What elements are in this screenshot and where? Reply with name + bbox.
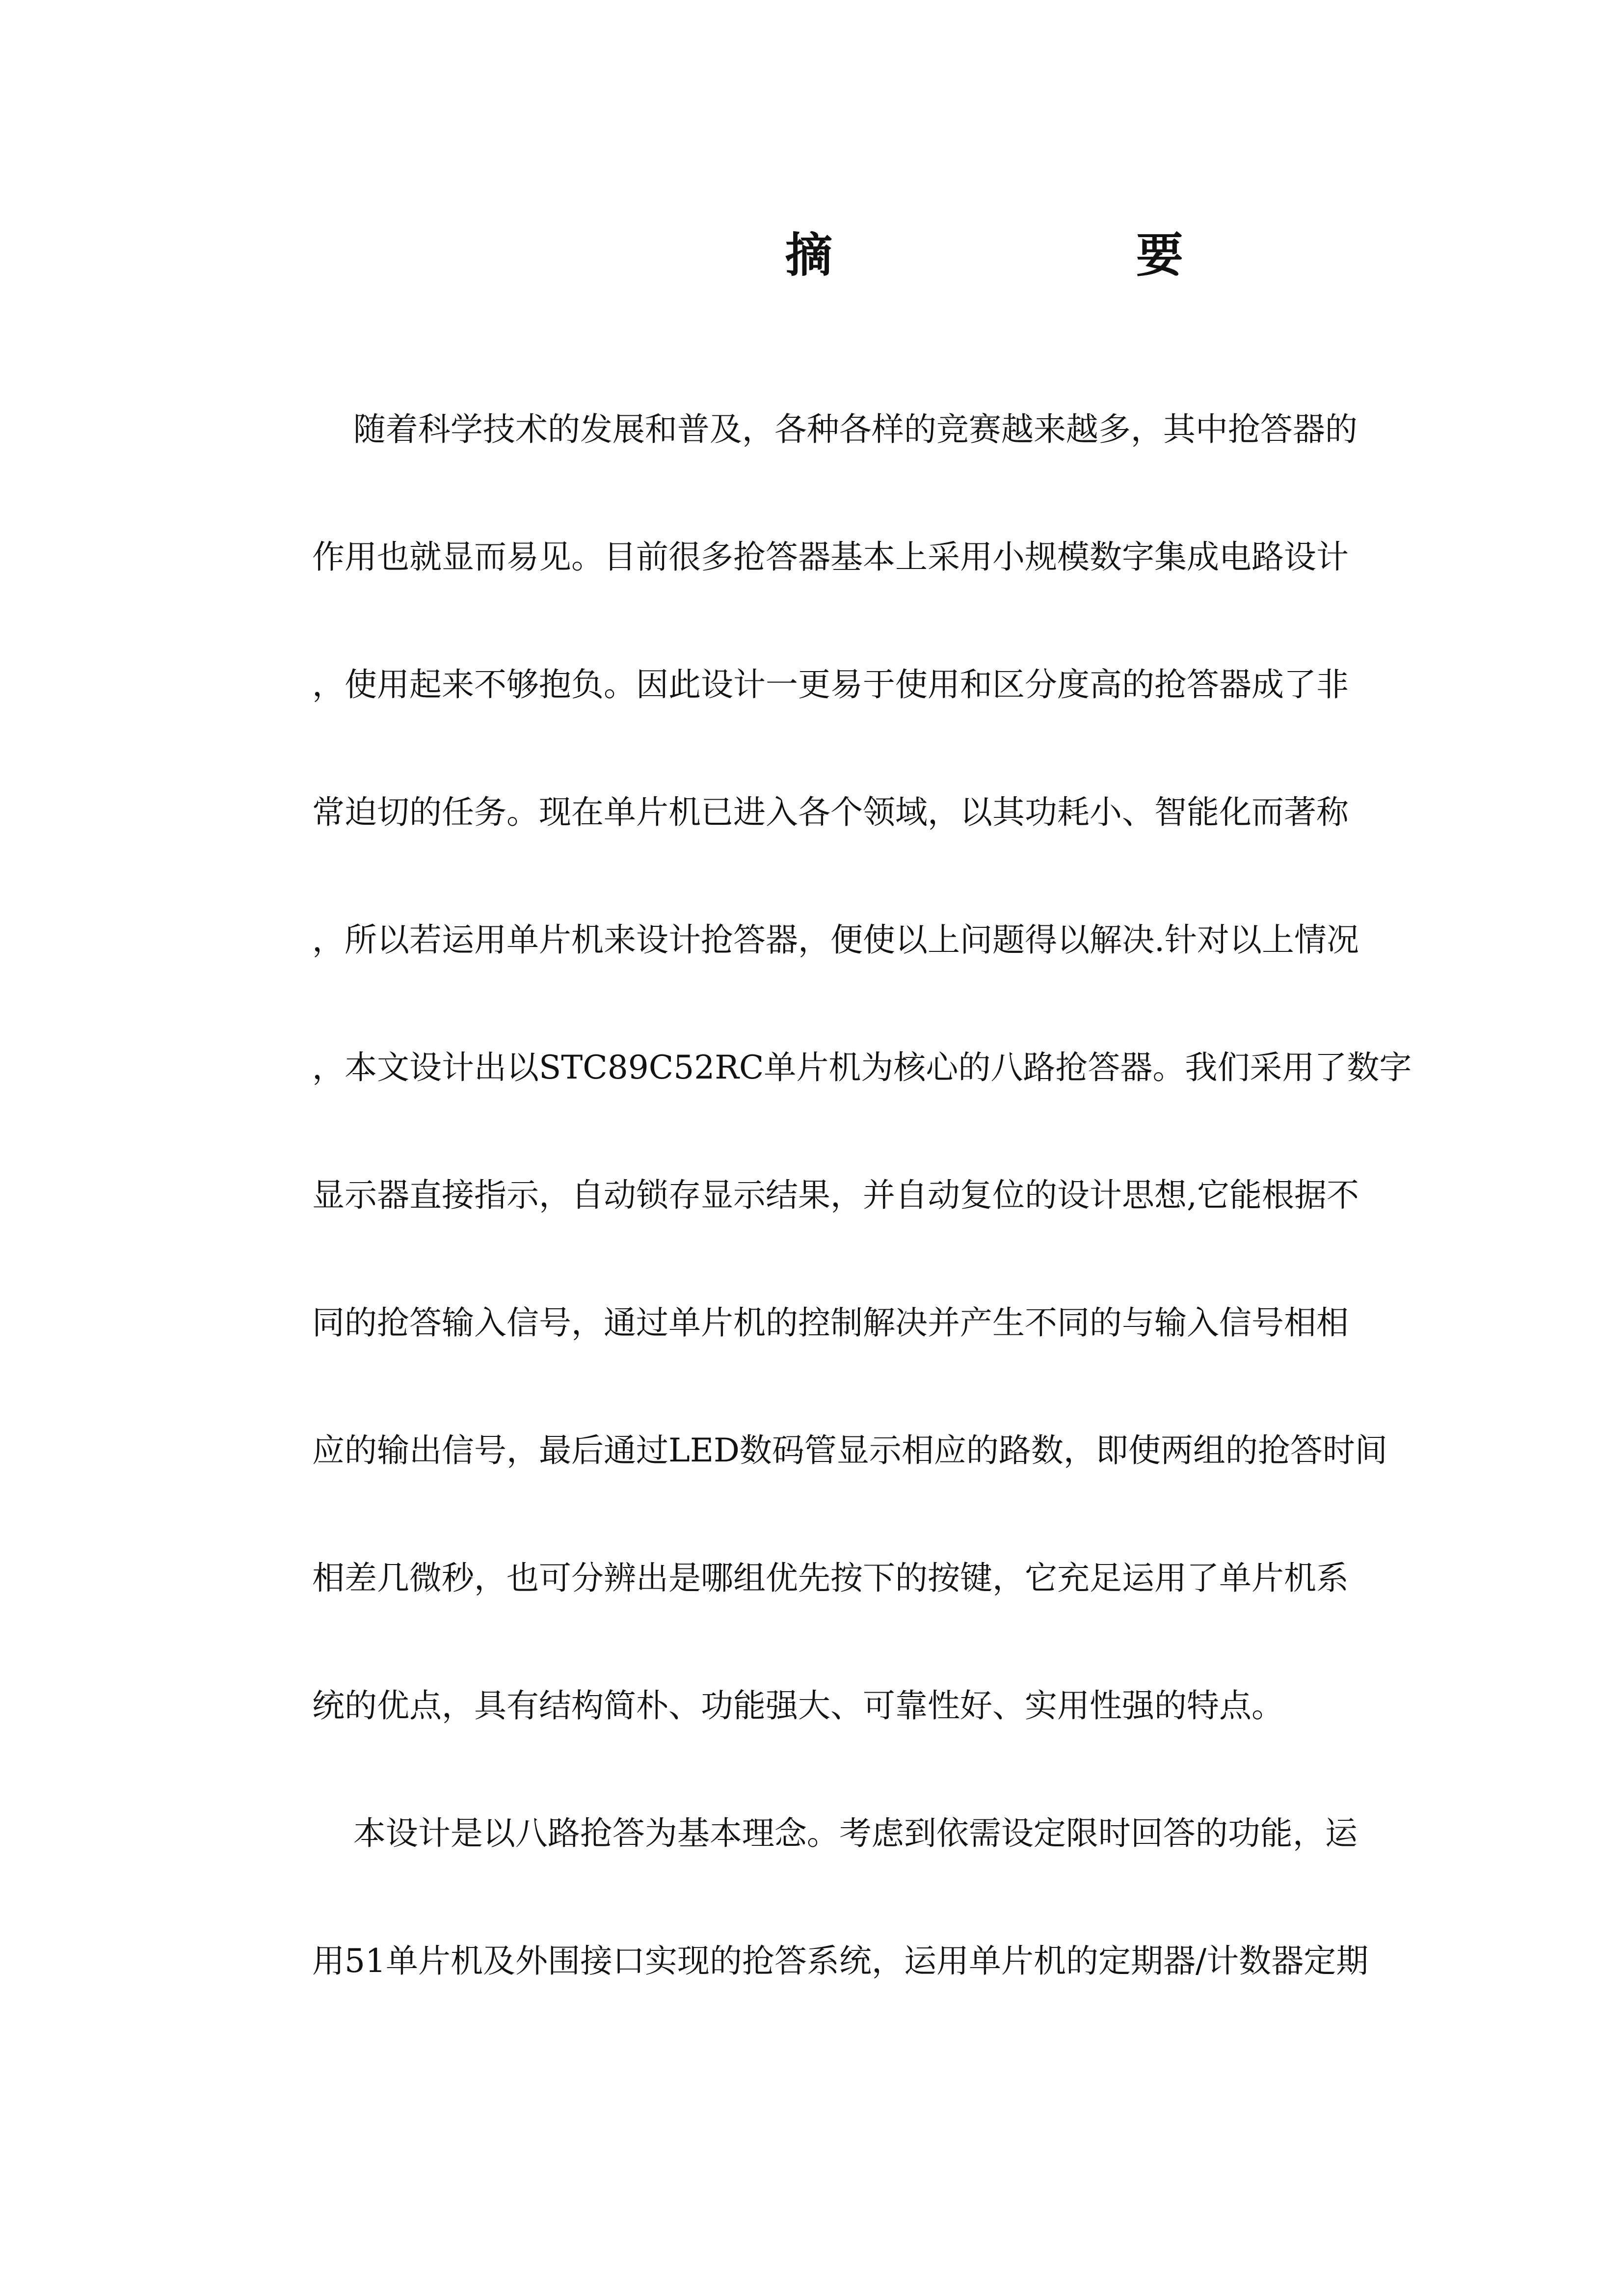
page-title: 摘 要	[785, 228, 1274, 283]
body-line-1: 随着科学技术的发展和普及，各种各样的竞赛越来越多，其中抢答器的	[312, 410, 1358, 448]
body-line-8: 同的抢答输入信号，通过单片机的控制解决并产生不同的与输入信号相相	[312, 1304, 1349, 1342]
body-line-6: ，本文设计出以STC89C52RC单片机为核心的八路抢答器。我们采用了数字	[312, 1049, 1412, 1086]
body-line-7: 显示器直接指示，自动锁存显示结果，并自动复位的设计思想,它能根据不	[312, 1176, 1359, 1214]
body-line-4: 常迫切的任务。现在单片机已进入各个领域，以其功耗小、智能化而著称	[312, 793, 1349, 831]
body-line-9: 应的输出信号，最后通过LED数码管显示相应的路数，即使两组的抢答时间	[312, 1432, 1387, 1469]
body-line-13: 用51单片机及外围接口实现的抢答系统，运用单片机的定期器/计数器定期	[312, 1942, 1369, 1980]
body-line-10: 相差几微秒，也可分辨出是哪组优先按下的按键，它充足运用了单片机系	[312, 1559, 1349, 1597]
body-line-12: 本设计是以八路抢答为基本理念。考虑到依需设定限时回答的功能，运	[312, 1814, 1358, 1852]
body-line-5: ，所以若运用单片机来设计抢答器，便使以上问题得以解决.针对以上情况	[312, 921, 1359, 959]
body-line-11: 统的优点，具有结构简朴、功能强大、可靠性好、实用性强的特点。	[312, 1687, 1284, 1725]
body-line-3: ，使用起来不够抱负。因此设计一更易于使用和区分度高的抢答器成了非	[312, 666, 1349, 703]
body-line-2: 作用也就显而易见。目前很多抢答器基本上采用小规模数字集成电路设计	[312, 538, 1349, 576]
